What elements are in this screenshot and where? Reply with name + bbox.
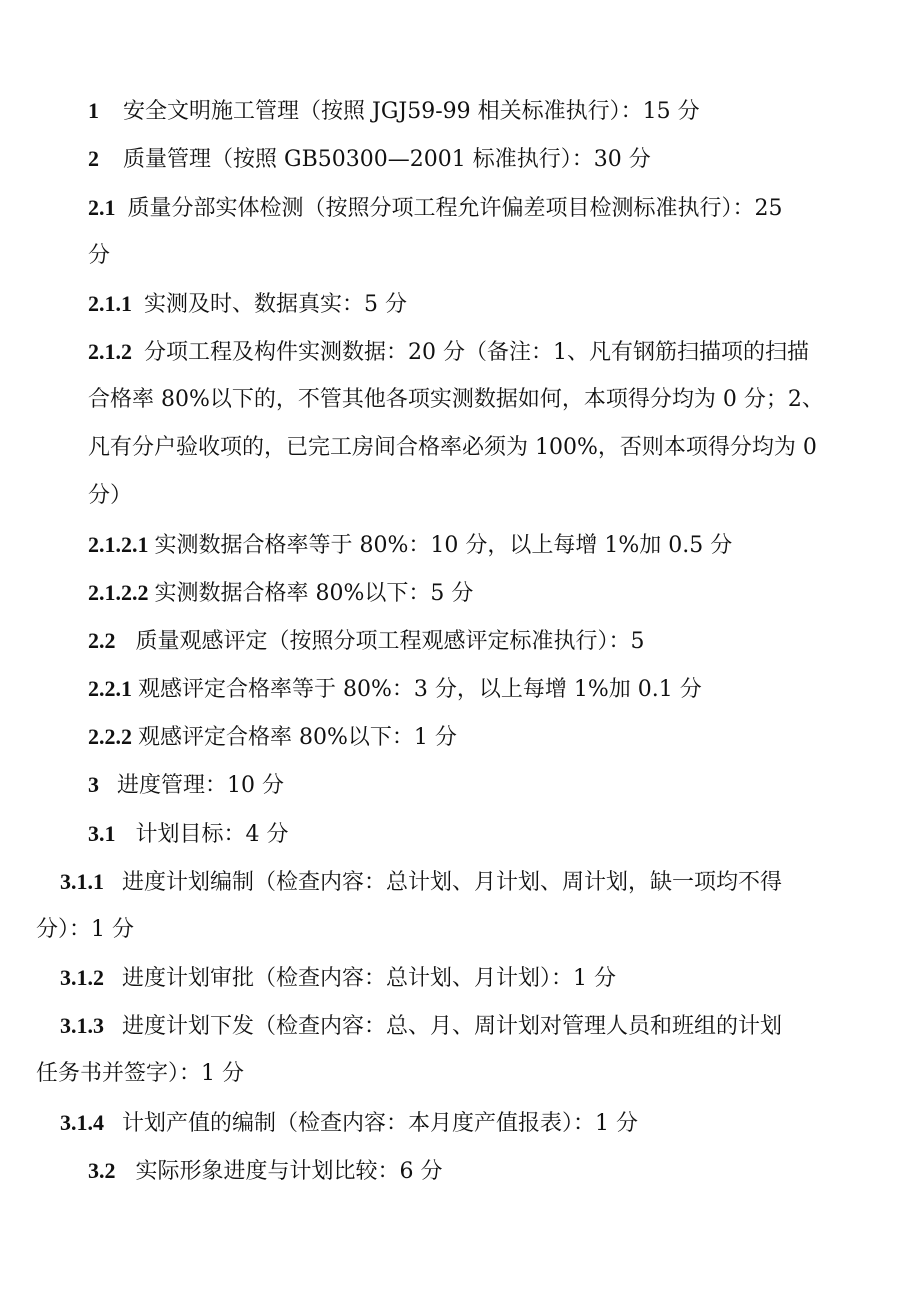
line-5 [88,289,407,319]
section-text: 计划目标：4 分 [135,822,289,847]
section-text: 安全文明施工管理（按照 JGJ59-99 相关标准执行）：15 分 [123,99,700,124]
section-number: 2.2.1 [88,676,132,701]
line-9 [88,481,132,511]
section-number: 2.1.1 [88,291,132,316]
line-18 [36,915,134,945]
line-19 [60,963,616,993]
section-number: 2 [88,146,99,171]
section-number: 3.1.4 [60,1110,104,1135]
section-text: 观感评定合格率 80%以下：1 分 [138,725,457,750]
section-text: 质量管理（按照 GB50300—2001 标准执行）：30 分 [123,147,651,172]
section-text: 分） [88,483,133,508]
line-17 [60,867,782,897]
section-text: 观感评定合格率等于 80%：3 分，以上每增 1%加 0.1 分 [138,677,702,702]
section-text: 质量观感评定（按照分项工程观感评定标准执行）：5 [135,629,645,654]
section-number: 3 [88,772,99,797]
section-text: 实测及时、数据真实：5 分 [144,292,407,317]
section-text: 合格率 80%以下的，不管其他各项实测数据如何，本项得分均为 0 分；2、 [88,387,824,412]
section-number: 2.2.2 [88,724,132,749]
section-text: 进度计划审批（检查内容：总计划、月计划）：1 分 [122,966,616,991]
line-3 [88,193,783,223]
section-text: 进度管理：10 分 [117,773,284,798]
section-number: 3.2 [88,1158,116,1183]
section-text: 实际形象进度与计划比较：6 分 [135,1159,443,1184]
line-12 [88,626,645,656]
line-4 [88,241,110,271]
section-number: 3.1.1 [60,869,104,894]
section-text: 分）：1 分 [36,917,134,942]
line-22 [60,1108,638,1138]
section-number: 2.1.2 [88,339,132,364]
section-text: 实测数据合格率 80%以下：5 分 [154,581,474,606]
line-14 [88,722,457,752]
section-number: 3.1 [88,821,116,846]
section-number: 3.1.2 [60,965,104,990]
section-text: 进度计划下发（检查内容：总、月、周计划对管理人员和班组的计划 [122,1014,783,1039]
line-21 [36,1059,244,1089]
section-number: 2.2 [88,628,116,653]
section-text: 实测数据合格率等于 80%：10 分，以上每增 1%加 0.5 分 [154,533,733,558]
section-number: 1 [88,98,99,123]
line-15 [88,770,284,800]
line-23 [88,1156,443,1186]
section-text: 分 [88,243,111,268]
line-11 [88,578,473,608]
section-text: 任务书并签字）：1 分 [36,1061,244,1086]
line-10 [88,530,732,560]
line-13 [88,674,702,704]
line-6 [88,337,809,367]
section-text: 分项工程及构件实测数据：20 分（备注：1、凡有钢筋扫描项的扫描 [144,340,809,365]
line-8 [88,433,817,463]
section-text: 凡有分户验收项的，已完工房间合格率必须为 100%，否则本项得分均为 0 [88,435,817,460]
line-20 [60,1011,782,1041]
line-16 [88,819,289,849]
line-2 [88,144,651,174]
section-text: 计划产值的编制（检查内容：本月度产值报表）：1 分 [122,1111,638,1136]
section-text: 质量分部实体检测（按照分项工程允许偏差项目检测标准执行）：25 [127,196,783,221]
section-number: 3.1.3 [60,1013,104,1038]
section-number: 2.1.2.1 [88,532,149,557]
section-text: 进度计划编制（检查内容：总计划、月计划、周计划，缺一项均不得 [122,870,783,895]
line-7 [88,385,824,415]
section-number: 2.1.2.2 [88,580,149,605]
section-number: 2.1 [88,195,116,220]
line-1 [88,96,700,126]
